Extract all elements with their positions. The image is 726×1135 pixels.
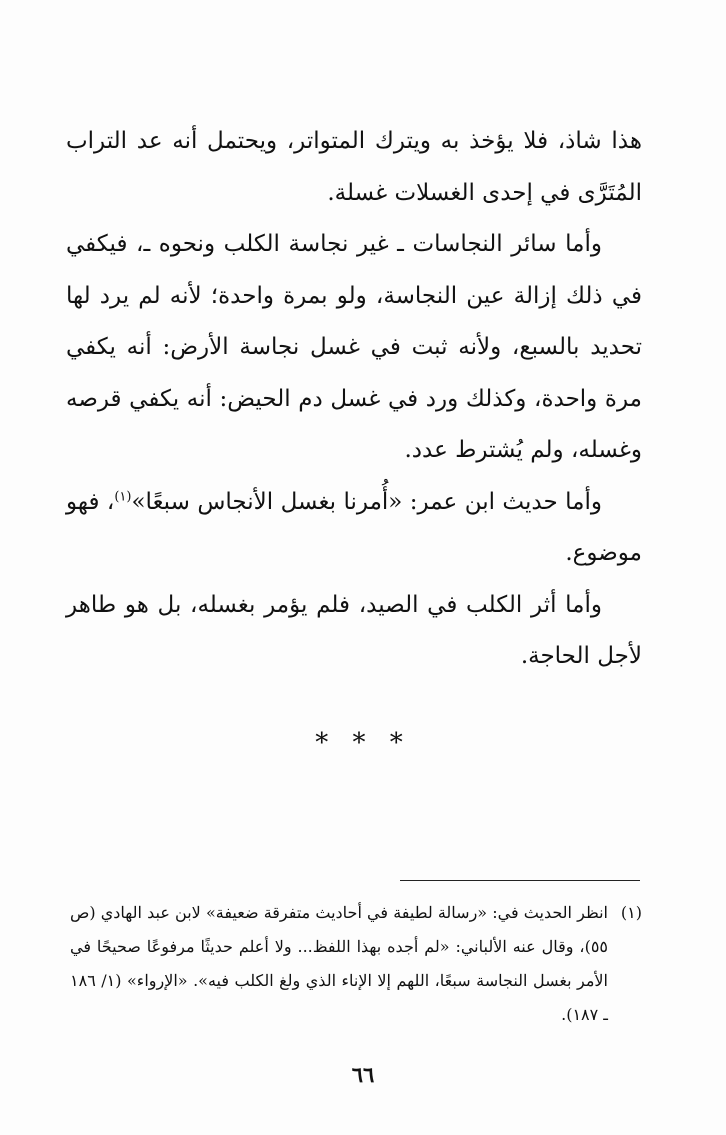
paragraph: وأما أثر الكلب في الصيد، فلم يؤمر بغسله، بل هو طاهر لأجل الحاجة. <box>66 591 642 669</box>
paragraph-text: ، فهو موضوع. <box>66 488 642 566</box>
footnote <box>70 896 642 1032</box>
footnote-marker: (١) <box>620 903 642 922</box>
paragraph: هذا شاذ، فلا يؤخذ به ويترك المتواتر، ويحتمل أنه عد التراب المُتَرَّى في إحدى الغسلات غسلة. <box>66 128 642 206</box>
footnote-reference: (١) <box>114 488 132 504</box>
footnotes <box>70 896 642 1032</box>
paragraph-text: وأما حديث ابن عمر: «أُمرنا بغسل الأنجاس سبعًا» <box>131 488 602 515</box>
paragraph <box>66 477 642 580</box>
paragraph: وأما سائر النجاسات ـ غير نجاسة الكلب ونحوه ـ، فيكفي في ذلك إزالة عين النجاسة، ولو بمرة واحدة؛ لأنه لم يرد لها تحديد بالسبع، ولأنه ثبت في غسل نجاسة الأرض: أنه يكفي مرة واحدة، وكذلك ورد في غسل دم الحيض: أنه يكفي قرصه وغسله، ولم يُشترط عدد. <box>66 231 642 463</box>
footnote-text: انظر الحديث في: «رسالة لطيفة في أحاديث متفرقة ضعيفة» لابن عبد الهادي (ص ٥٥)، وقال عنه الألباني: «لم أجده بهذا اللفظ... ولا أعلم حديثًا مرفوعًا صحيحًا في الأمر بغسل النجاسة سبعًا، اللهم إلا الإناء الذي ولغ الكلب فيه». «الإرواء» (١/ ١٨٦ ـ ١٨٧). <box>70 903 608 1024</box>
page-number: ٦٦ <box>351 1062 375 1087</box>
main-text <box>66 116 642 683</box>
footnote-divider <box>400 880 640 881</box>
section-separator: * * * <box>315 728 411 758</box>
